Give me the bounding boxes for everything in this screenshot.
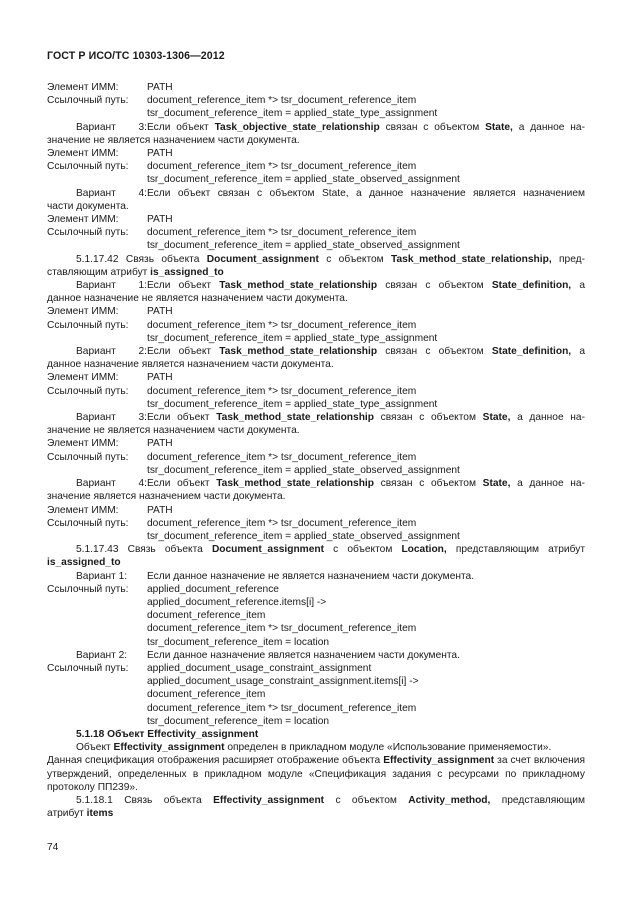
variant-2-line: Вариант 2:Если объект Task_method_state_relationship связан с объектом State_definition, а — [76, 346, 586, 358]
variant-3-cont: значение не является назначением части документа. — [47, 425, 300, 437]
paragraph-1: Объект Effectivity_assignment определен в прикладном модуле «Использование применяемости». — [76, 742, 552, 754]
ref-path-line: document_reference_item *> tsr_document_reference_item — [147, 702, 417, 714]
ref-path-row: Ссылочный путь: applied_document_usage_constraint_assignment — [47, 662, 372, 674]
ref-path-row: Ссылочный путь: applied_document_reference — [47, 583, 279, 595]
variant-2-cont: данное назначение является назначением части документа. — [47, 359, 334, 371]
ref-path-line: document_reference_item *> tsr_document_reference_item — [147, 623, 417, 635]
ref-path-row: Ссылочный путь: document_reference_item *> tsr_document_reference_item — [47, 319, 417, 331]
ref-path-line: tsr_document_reference_item = applied_state_observed_assignment — [147, 530, 460, 542]
ref-path-row: Ссылочный путь: document_reference_item *> tsr_document_reference_item — [47, 161, 417, 173]
ref-path-row: Ссылочный путь: document_reference_item *> tsr_document_reference_item — [47, 227, 417, 239]
ref-path-row: Ссылочный путь: document_reference_item *> tsr_document_reference_item — [47, 517, 417, 529]
section-5-1-18-1: 5.1.18.1 Связь объекта Effectivity_assignment с объектом Activity_method, представляющим — [76, 794, 585, 806]
imm-element-row: Элемент ИММ: PATH — [47, 504, 173, 516]
ref-path-line: tsr_document_reference_item = location — [147, 715, 330, 727]
variant-2-line: Вариант 2: Если данное назначение является назначением части документа. — [76, 649, 460, 661]
variant-4-line: Вариант 4:Если объект связан с объектом State, а данное назначение является назначением — [76, 187, 585, 199]
imm-element-row: Элемент ИММ: PATH — [47, 438, 173, 450]
imm-element-row: Элемент ИММ: PATH — [47, 306, 173, 318]
variant-3-cont: значение не является назначением части документа. — [47, 134, 300, 146]
section-5-1-17-42-cont: ставляющим атрибут is_assigned_to — [47, 266, 224, 278]
document-body — [47, 81, 585, 820]
ref-path-line: applied_document_usage_constraint_assignment.items[i] -> — [147, 676, 419, 688]
imm-element-row: Элемент ИММ: PATH — [47, 214, 173, 226]
ref-path-line: tsr_document_reference_item = applied_state_observed_assignment — [147, 174, 460, 186]
variant-4-cont: значение является назначением части документа. — [47, 491, 286, 503]
imm-element-row: Элемент ИММ: PATH — [47, 372, 173, 384]
imm-element-row: Элемент ИММ: PATH — [47, 82, 173, 93]
ref-path-line: applied_document_reference.items[i] -> — [147, 596, 327, 608]
variant-4-line: Вариант 4:Если объект Task_method_state_relationship связан с объектом State, а данное на- — [76, 478, 585, 490]
ref-path-row: Ссылочный путь: document_reference_item *> tsr_document_reference_item — [47, 95, 417, 107]
ref-path-line: document_reference_item — [147, 689, 266, 701]
variant-3-line: Вариант 3:Если объект Task_objective_state_relationship связан с объектом State, а данное на- — [76, 121, 585, 133]
section-5-1-17-42: 5.1.17.42 Связь объекта Document_assignment с объектом Task_method_state_relationship, пред- — [76, 253, 585, 265]
ref-path-row: Ссылочный путь: document_reference_item *> tsr_document_reference_item — [47, 451, 417, 463]
imm-element-row: Элемент ИММ: PATH — [47, 148, 173, 160]
ref-path-row: Ссылочный путь: document_reference_item *> tsr_document_reference_item — [47, 385, 417, 397]
ref-path-line: tsr_document_reference_item = applied_state_type_assignment — [147, 108, 438, 120]
variant-1-cont: данное назначение не является назначением части документа. — [47, 293, 348, 305]
variant-3-line: Вариант 3:Если объект Task_method_state_relationship связан с объектом State, а данное на- — [76, 412, 585, 424]
section-5-1-18-title: 5.1.18 Объект Effectivity_assignment — [76, 728, 259, 740]
ref-path-line: document_reference_item — [147, 610, 266, 622]
variant-1-line: Вариант 1: Если данное назначение не является назначением части документа. — [76, 570, 475, 582]
paragraph-2: Данная спецификация отображения расширяет отображение объекта Effectivity_assignment за счет включения утверждений, определенных в прикладном модуле «Спецификация задания с ресурсами по прикладному протоколу ПП239». — [47, 755, 585, 793]
ref-path-line: tsr_document_reference_item = applied_state_type_assignment — [147, 332, 438, 344]
ref-path-line: tsr_document_reference_item = location — [147, 636, 330, 648]
section-5-1-18-1-cont: атрибут items — [47, 808, 114, 820]
variant-1-line: Вариант 1:Если объект Task_method_state_relationship связан с объектом State_definition, а — [76, 280, 586, 292]
ref-path-line: tsr_document_reference_item = applied_state_observed_assignment — [147, 464, 460, 476]
section-5-1-17-43-cont: is_assigned_to — [47, 557, 121, 569]
document-header: ГОСТ Р ИСО/ТС 10303-1306—2012 — [47, 50, 225, 62]
section-5-1-17-43: 5.1.17.43 Связь объекта Document_assignment с объектом Location, представляющим атрибут — [76, 544, 585, 556]
variant-4-cont: части документа. — [47, 200, 129, 212]
ref-path-line: tsr_document_reference_item = applied_state_type_assignment — [147, 398, 438, 410]
ref-path-line: tsr_document_reference_item = applied_state_observed_assignment — [147, 240, 460, 252]
page-number: 74 — [47, 842, 59, 853]
